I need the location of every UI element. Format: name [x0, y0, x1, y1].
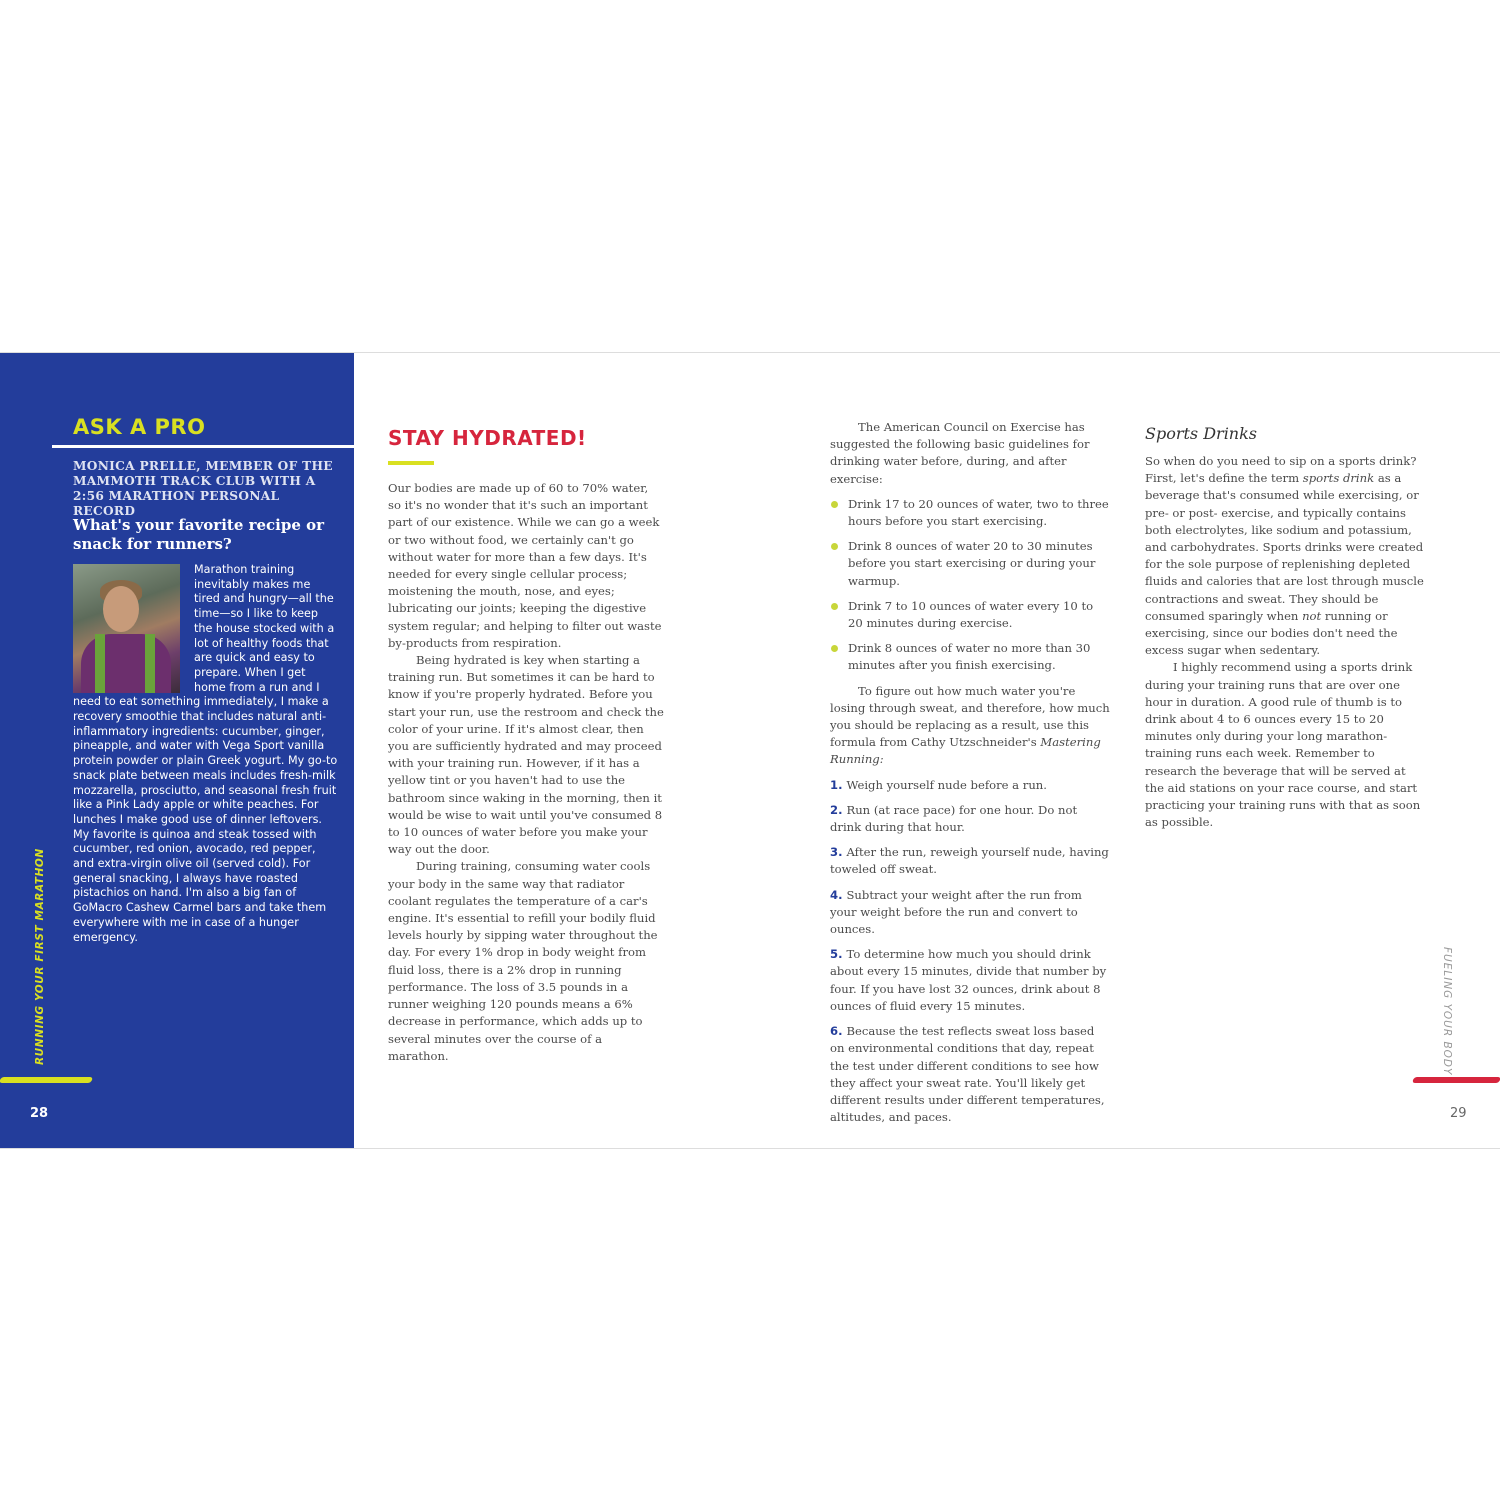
paragraph: Being hydrated is key when starting a training run. But sometimes it can be hard to know if you're properly hydrated. Before you start your run, use the restroom and check the color of your urine. If it's almost clear, then you are sufficiently hydrated and may proceed with your training run. However, if it has a yellow tint or you haven't had to use the bathroom since waking in the morning, then it would be wise to wait until you've consumed 8 to 10 ounces of water before you make your way out the door. — [388, 653, 664, 857]
paragraph: I highly recommend using a sports drink during your training runs that are over one hour in duration. A good rule of thumb is to drink about 4 to 6 ounces every 15 to 20 minutes only during your long marathon-training runs each week. Remember to research the beverage that will be served at the aid stations on your race course, and start practicing your training runs with that as soon as possible. — [1145, 660, 1421, 830]
formula-steps — [830, 777, 1110, 1127]
book-title: Mastering Running: — [830, 735, 1101, 767]
page-number-right: 29 — [1450, 1106, 1467, 1121]
paragraph: During training, consuming water cools your body in the same way that radiator coolant regulates the temperature of a car's engine. It's essential to refill your bodily fluid levels hourly by sipping water throughout the day. For every 1% drop in body weight from fluid loss, there is a 2% drop in running performance. The loss of 3.5 pounds in a runner weighing 120 pounds means a 6% decrease in performance, which adds up to several minutes over the course of a marathon. — [388, 859, 658, 1063]
pro-question: What's your favorite recipe or snack for runners? — [73, 516, 325, 553]
step-item: 4. Subtract your weight after the run from your weight before the run and convert to ounces. — [830, 887, 1082, 937]
bullet-icon — [831, 603, 838, 610]
heading-underline — [388, 461, 434, 465]
chapter-title-spine: FUELING YOUR BODY — [1441, 947, 1453, 1076]
list-item: Drink 8 ounces of water no more than 30 minutes after you finish exercising. — [830, 640, 1110, 674]
pro-answer — [73, 563, 338, 945]
step-item: 2. Run (at race pace) for one hour. Do not drink during that hour. — [830, 802, 1078, 835]
page-number-left: 28 — [30, 1106, 49, 1121]
sidebar-title-rule — [52, 445, 354, 448]
guidelines-list — [830, 496, 1110, 675]
pro-answer-text: Marathon training inevitably makes me tired and hungry—all the time—so I like to keep the house stocked with a lot of healthy foods that are quick and easy to prepare. When I get home from a run and I need to eat something immediately, I make a recovery smoothie that includes natural anti-inflammatory ingredients: cucumber, ginger, pineapple, and water with Vega Sport vanilla protein powder or plain Greek yogurt. My go-to snack plate between meals includes fresh-milk mozzarella, prosciutto, and seasonal fresh fruit like a Pink Lady apple or white peaches. For lunches I make good use of dinner leftovers. My favorite is quinoa and steak tossed with cucumber, red onion, avocado, red pepper, and extra-virgin olive oil (served cold). For general snacking, I always have roasted pistachios on hand. I'm also a big fan of GoMacro Cashew Carmel bars and take them everywhere with me in case of a hunger emergency. — [73, 563, 338, 944]
bullet-icon — [831, 645, 838, 652]
formula-intro: To figure out how much water you're losing through sweat, and therefore, how much you should be replacing as a result, use this formula from Cathy Utzschneider's Mastering Running: — [830, 683, 1110, 767]
sports-drinks-heading: Sports Drinks — [1145, 424, 1258, 443]
guidelines-intro: The American Council on Exercise has suggested the following basic guidelines for drinking water before, during, and after exercise: — [830, 420, 1090, 486]
step-item: 1. Weigh yourself nude before a run. — [830, 777, 1047, 792]
yellow-brush-stroke — [0, 1077, 93, 1083]
step-item: 5. To determine how much you should drink about every 15 minutes, divide that number by four. If you have lost 32 ounces, drink about 8 ounces of fluid every 15 minutes. — [830, 947, 1107, 1013]
sidebar-title: ASK A PRO — [73, 415, 206, 439]
hydration-column — [388, 480, 664, 1065]
red-brush-stroke — [1412, 1077, 1500, 1083]
paragraph: So when do you need to sip on a sports drink? First, let's define the term sports drink as a beverage that's consumed while exercising, or pre- or post- exercise, and typically contains both electrolytes, like sodium and potassium, and carbohydrates. Sports drinks were created for the sole purpose of replenishing depleted fluids and calories that are lost through muscle contractions and sweat. They should be consumed sparingly when not running or exercising, since our bodies don't need the excess sugar when sedentary. — [1145, 454, 1424, 658]
book-title-spine: RUNNING YOUR FIRST MARATHON — [34, 848, 46, 1065]
section-heading: STAY HYDRATED! — [388, 426, 587, 450]
ask-a-pro-sidebar — [0, 353, 354, 1148]
list-item: Drink 8 ounces of water 20 to 30 minutes before you start exercising or during your warmup. — [830, 538, 1110, 590]
bullet-icon — [831, 543, 838, 550]
sports-drinks-column — [1145, 453, 1425, 831]
step-item: 6. Because the test reflects sweat loss based on environmental conditions that day, repeat the test under different conditions to see how they affect your sweat rate. You'll likely get different results under different temperatures, altitudes, and paces. — [830, 1024, 1105, 1125]
book-spread — [0, 352, 1500, 1149]
bullet-icon — [831, 501, 838, 508]
pro-name: MONICA PRELLE, MEMBER OF THE MAMMOTH TRACK CLUB WITH A 2:56 MARATHON PERSONAL RECORD — [73, 459, 333, 518]
list-item: Drink 17 to 20 ounces of water, two to three hours before you start exercising. — [830, 496, 1110, 530]
list-item: Drink 7 to 10 ounces of water every 10 to 20 minutes during exercise. — [830, 598, 1110, 632]
paragraph: Our bodies are made up of 60 to 70% water, so it's no wonder that it's such an important part of our existence. While we can go a week or two without food, we certainly can't go without water for more than a few days. It's needed for every single cellular process; moistening the mouth, nose, and eyes; lubricating our joints; keeping the digestive system regular; and helping to filter out waste by-products from respiration. — [388, 481, 662, 650]
step-item: 3. After the run, reweigh yourself nude, having toweled off sweat. — [830, 845, 1109, 877]
guidelines-column — [830, 419, 1110, 1134]
